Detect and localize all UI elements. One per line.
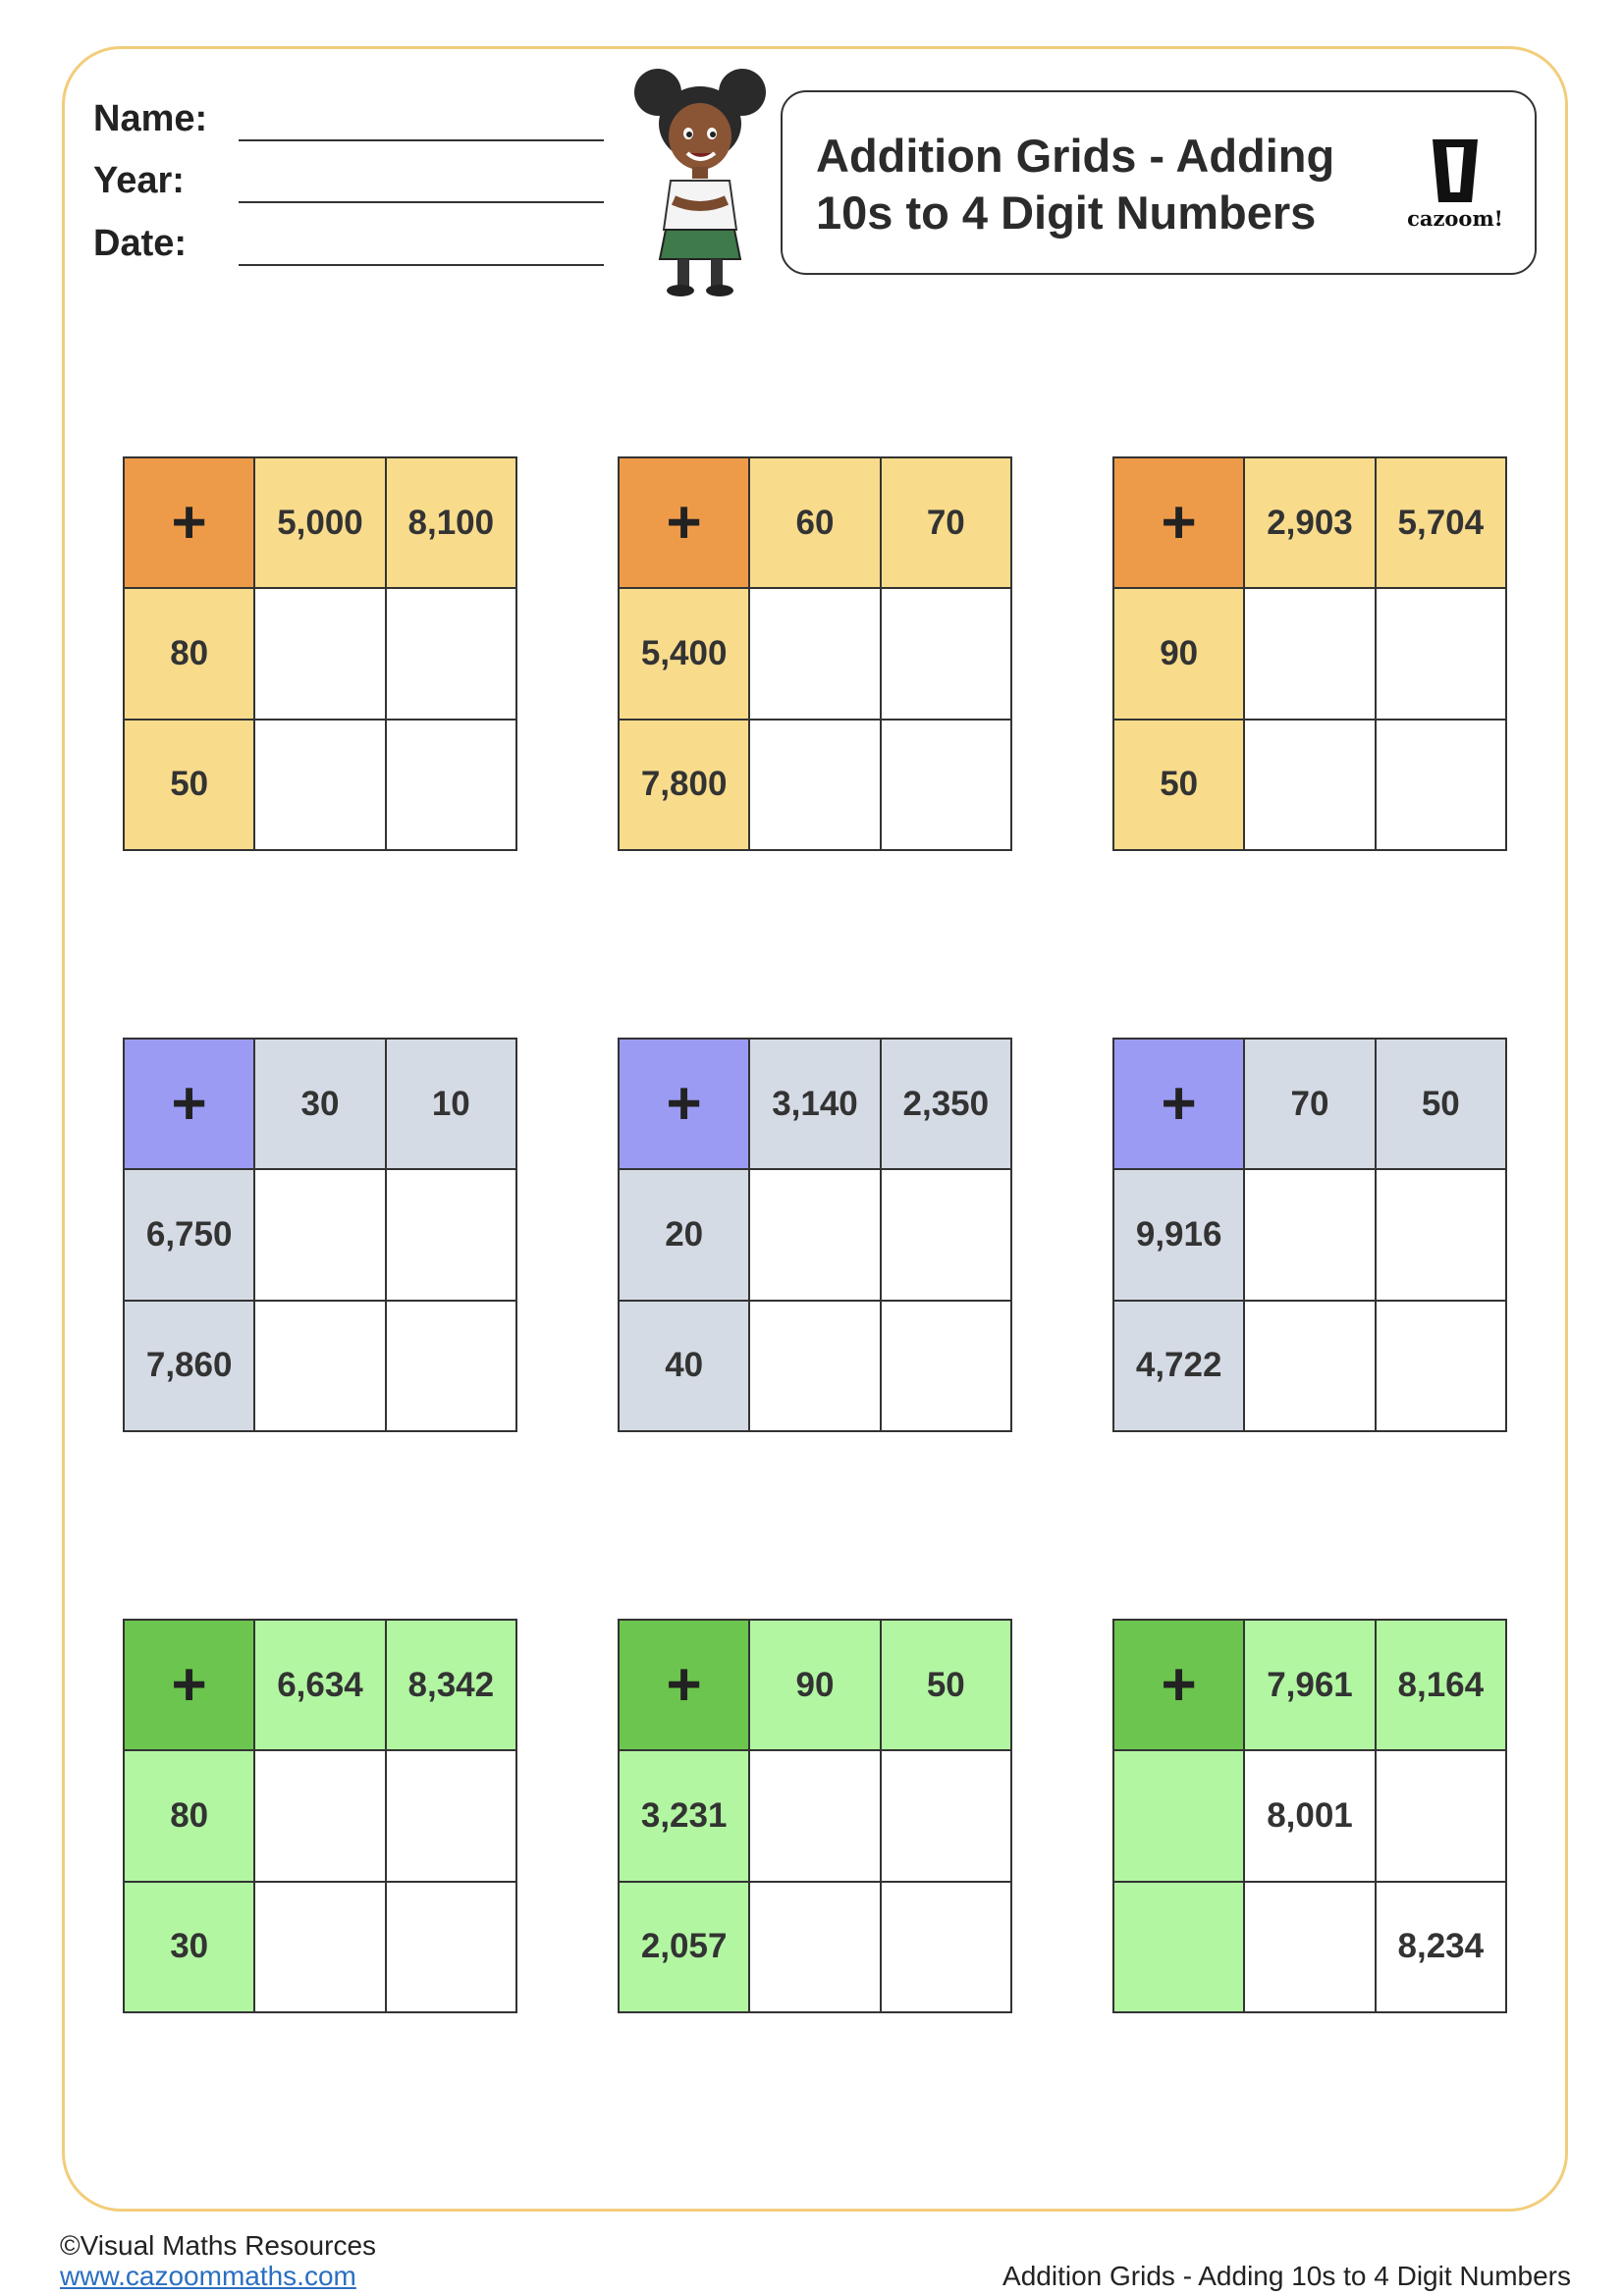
column-header-cell: 2,903 — [1245, 458, 1376, 589]
plus-symbol-cell — [1114, 1621, 1245, 1751]
answer-cell[interactable] — [750, 1170, 881, 1301]
answer-cell[interactable] — [882, 1883, 1012, 2013]
title-line-2: 10s to 4 Digit Numbers — [816, 187, 1317, 239]
cup-icon — [1401, 135, 1509, 206]
column-header-cell: 8,164 — [1377, 1621, 1507, 1751]
column-header-cell: 10 — [387, 1040, 517, 1170]
footer-website-link[interactable]: www.cazoommaths.com — [60, 2261, 356, 2291]
answer-cell[interactable]: 8,001 — [1245, 1751, 1376, 1882]
name-field[interactable] — [93, 98, 604, 157]
answer-cell[interactable] — [255, 1751, 386, 1882]
answer-cell[interactable] — [1245, 589, 1376, 720]
answer-cell[interactable] — [387, 1751, 517, 1882]
row-header-cell: 40 — [620, 1302, 750, 1432]
grid-2 — [618, 456, 1012, 851]
answer-cell[interactable] — [882, 589, 1012, 720]
answer-cell[interactable] — [882, 1751, 1012, 1882]
plus-icon: + — [171, 1069, 207, 1138]
answer-cell[interactable] — [255, 1302, 386, 1432]
row-header-cell: 80 — [125, 1751, 255, 1882]
plus-icon: + — [666, 1650, 702, 1719]
row-header-cell: 3,231 — [620, 1751, 750, 1882]
name-label: Name: — [93, 98, 208, 139]
date-field[interactable] — [93, 223, 604, 282]
date-label: Date: — [93, 223, 188, 264]
plus-icon: + — [1161, 1069, 1197, 1138]
plus-icon: + — [1161, 488, 1197, 557]
year-field[interactable] — [93, 160, 604, 219]
answer-cell[interactable] — [387, 721, 517, 851]
plus-icon: + — [666, 488, 702, 557]
column-header-cell: 50 — [882, 1621, 1012, 1751]
footer-copyright: ©Visual Maths Resources — [60, 2230, 377, 2261]
row-header-cell: 7,860 — [125, 1302, 255, 1432]
plus-symbol-cell — [620, 1621, 750, 1751]
row-header-cell: 4,722 — [1114, 1302, 1245, 1432]
plus-icon: + — [666, 1069, 702, 1138]
answer-cell[interactable] — [1245, 1302, 1376, 1432]
column-header-cell: 3,140 — [750, 1040, 881, 1170]
plus-symbol-cell — [1114, 458, 1245, 589]
answer-cell[interactable] — [1245, 1170, 1376, 1301]
row-header-cell: 90 — [1114, 589, 1245, 720]
answer-cell[interactable] — [255, 1170, 386, 1301]
grid-5 — [618, 1038, 1012, 1432]
answer-cell[interactable] — [882, 1170, 1012, 1301]
answer-cell[interactable] — [255, 589, 386, 720]
grid-6 — [1112, 1038, 1507, 1432]
answer-cell[interactable] — [1245, 721, 1376, 851]
row-header-cell — [1114, 1883, 1245, 2013]
answer-cell[interactable] — [1377, 1302, 1507, 1432]
answer-cell[interactable] — [750, 1302, 881, 1432]
answer-cell[interactable] — [750, 1751, 881, 1882]
logo-text: cazoom! — [1407, 206, 1503, 231]
column-header-cell: 50 — [1377, 1040, 1507, 1170]
grid-8 — [618, 1619, 1012, 2013]
plus-symbol-cell — [125, 1621, 255, 1751]
row-header-cell: 30 — [125, 1883, 255, 2013]
grid-9 — [1112, 1619, 1507, 2013]
answer-cell[interactable] — [1245, 1883, 1376, 2013]
date-line[interactable] — [239, 264, 604, 266]
row-header-cell: 2,057 — [620, 1883, 750, 2013]
answer-cell[interactable] — [387, 1883, 517, 2013]
answer-cell[interactable] — [1377, 1170, 1507, 1301]
grid-3 — [1112, 456, 1507, 851]
row-header-cell: 7,800 — [620, 721, 750, 851]
answer-cell[interactable] — [1377, 1751, 1507, 1882]
answer-cell[interactable] — [750, 1883, 881, 2013]
plus-symbol-cell — [125, 458, 255, 589]
girl-character-illustration — [626, 63, 774, 298]
column-header-cell: 8,342 — [387, 1621, 517, 1751]
answer-cell[interactable] — [1377, 721, 1507, 851]
name-line[interactable] — [239, 139, 604, 141]
answer-cell[interactable] — [882, 1302, 1012, 1432]
column-header-cell: 5,000 — [255, 458, 386, 589]
answer-cell[interactable] — [387, 1170, 517, 1301]
column-header-cell: 8,100 — [387, 458, 517, 589]
column-header-cell: 2,350 — [882, 1040, 1012, 1170]
answer-cell[interactable] — [750, 721, 881, 851]
footer-title: Addition Grids - Adding 10s to 4 Digit Numbers — [1002, 2261, 1571, 2291]
column-header-cell: 60 — [750, 458, 881, 589]
answer-cell[interactable] — [255, 721, 386, 851]
title-line-1: Addition Grids - Adding — [816, 130, 1335, 182]
year-label: Year: — [93, 160, 185, 201]
row-header-cell — [1114, 1751, 1245, 1882]
answer-cell[interactable] — [387, 589, 517, 720]
answer-cell[interactable] — [882, 721, 1012, 851]
row-header-cell: 20 — [620, 1170, 750, 1301]
column-header-cell: 70 — [882, 458, 1012, 589]
row-header-cell: 80 — [125, 589, 255, 720]
plus-symbol-cell — [125, 1040, 255, 1170]
plus-icon: + — [1161, 1650, 1197, 1719]
row-header-cell: 50 — [125, 721, 255, 851]
title-box — [781, 90, 1537, 275]
grid-7 — [123, 1619, 517, 2013]
column-header-cell: 30 — [255, 1040, 386, 1170]
grid-4 — [123, 1038, 517, 1432]
answer-cell[interactable] — [1377, 589, 1507, 720]
answer-cell[interactable] — [255, 1883, 386, 2013]
row-header-cell: 50 — [1114, 721, 1245, 851]
grid-1 — [123, 456, 517, 851]
year-line[interactable] — [239, 201, 604, 203]
row-header-cell: 6,750 — [125, 1170, 255, 1301]
answer-cell[interactable] — [750, 589, 881, 720]
plus-icon: + — [171, 1650, 207, 1719]
column-header-cell: 70 — [1245, 1040, 1376, 1170]
answer-cell[interactable] — [387, 1302, 517, 1432]
plus-icon: + — [171, 488, 207, 557]
row-header-cell: 5,400 — [620, 589, 750, 720]
cazoom-logo — [1401, 135, 1509, 234]
column-header-cell: 7,961 — [1245, 1621, 1376, 1751]
plus-symbol-cell — [620, 1040, 750, 1170]
worksheet-title — [816, 128, 1366, 241]
plus-symbol-cell — [1114, 1040, 1245, 1170]
column-header-cell: 6,634 — [255, 1621, 386, 1751]
column-header-cell: 5,704 — [1377, 458, 1507, 589]
plus-symbol-cell — [620, 458, 750, 589]
column-header-cell: 90 — [750, 1621, 881, 1751]
answer-cell[interactable]: 8,234 — [1377, 1883, 1507, 2013]
row-header-cell: 9,916 — [1114, 1170, 1245, 1301]
